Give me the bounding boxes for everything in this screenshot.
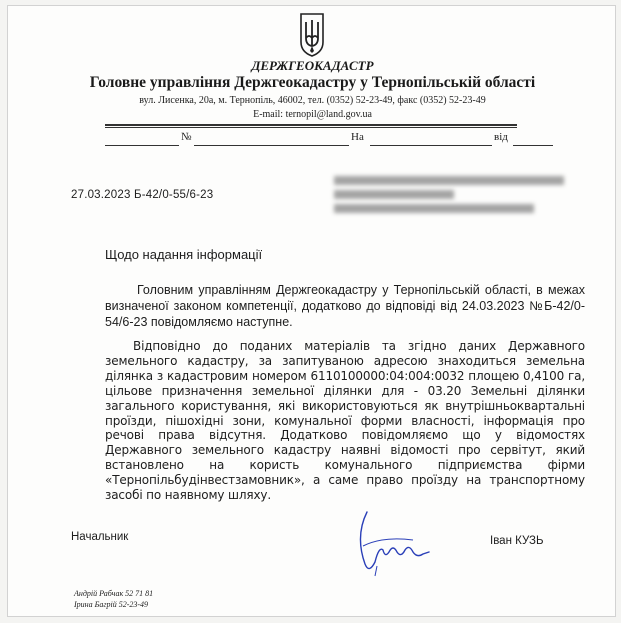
- body-paragraph-1: Головним управлінням Держгеокадастру у Тернопільській області, в межах визначеної законом компетенції, додатково до відповіді від 24.03.2023 №Б-42/0-54/6-23 повідомляємо наступне.: [105, 283, 585, 329]
- office-name: Головне управління Держгеокадастру у Тернопільській області: [89, 74, 536, 91]
- ref-number-label: №: [181, 131, 192, 143]
- ref-blank-4: [513, 133, 553, 146]
- agency-name: ДЕРЖГЕОКАДАСТР: [251, 58, 374, 73]
- header-rule-thin: [105, 127, 517, 128]
- letter-subject: Щодо надання інформації: [105, 247, 263, 262]
- office-address: вул. Лисенка, 20а, м. Тернопіль, 46002, тел. (0352) 52-23-49, факс (0352) 52-23-49: [139, 95, 486, 106]
- ref-blank-1: [105, 133, 179, 146]
- signatory-title: Начальник: [71, 531, 129, 543]
- outgoing-date-and-ref: 27.03.2023 Б-42/0-55/6-23: [71, 189, 214, 201]
- body-paragraph-2: Відповідно до поданих матеріалів та згідно даних Державного земельного кадастру, за запитуваною адресою знаходиться земельна ділянка з кадастровим номером 6110100000:04:004:0032 площею 0,4100 га, цільове призначення земельної ділянки для - 03.20 Земельні ділянки загального користування, які використовуються як внутрішньоквартальні проїзди, пішохідні зони, комунальної форми власності, інформація про речові права відсутня. Додатково повідомляємо що у відомостях Державного земельного кадастру наявні відомості про сервітут, який встановлено на користь комунального підприємства фірми «Тернопільбудінвестзамовник», а саме право проїзду на транспортному засобі по наявному шляху.: [105, 339, 585, 503]
- signatory-name: Іван КУЗЬ: [490, 535, 544, 547]
- letter-page: [7, 5, 616, 617]
- office-email: E-mail: ternopil@land.gov.ua: [253, 109, 372, 120]
- ukraine-trident-crest-icon: [299, 12, 325, 58]
- ref-blank-2: [194, 133, 349, 146]
- header-rule: [105, 124, 517, 126]
- contact-line-1: Андрій Рабчак 52 71 81: [74, 589, 154, 598]
- handwritten-signature-icon: [353, 506, 433, 578]
- ref-blank-3: [370, 133, 492, 146]
- contact-line-2: Ірина Багрій 52-23-49: [74, 600, 149, 609]
- ref-from-label: від: [494, 131, 508, 143]
- ref-on-label: На: [351, 131, 364, 143]
